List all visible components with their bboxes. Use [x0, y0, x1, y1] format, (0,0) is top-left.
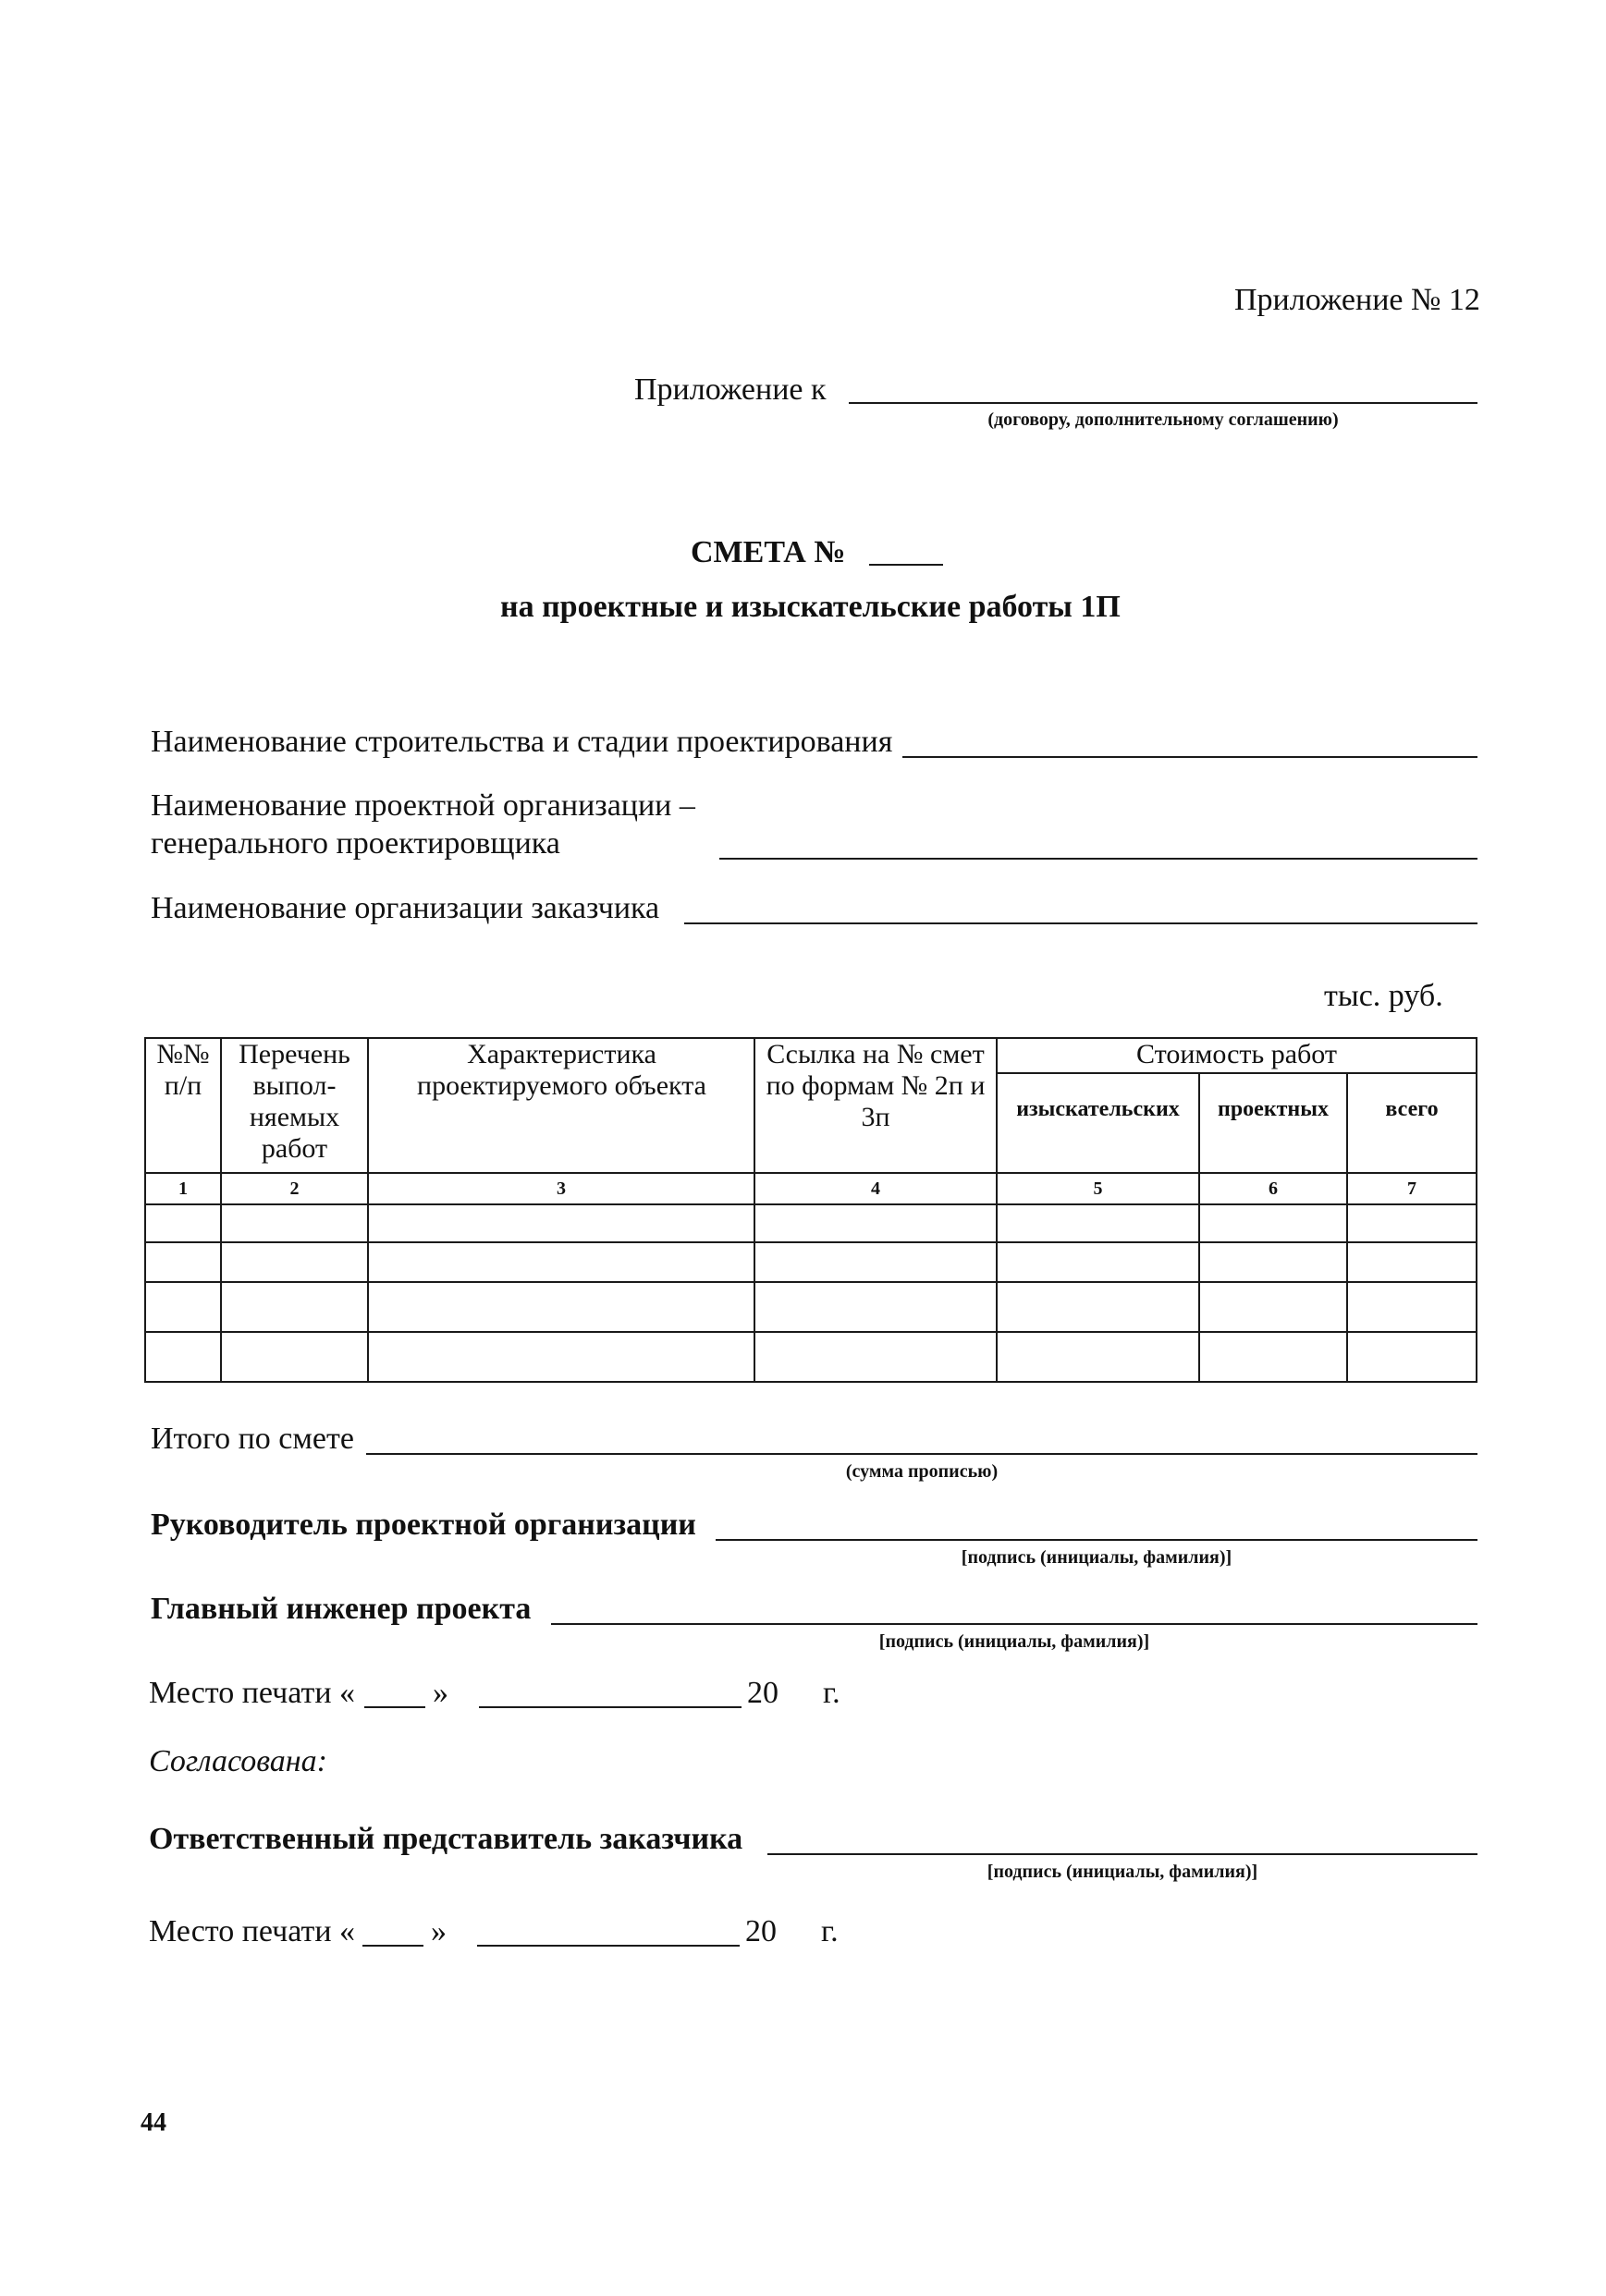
- chief-signature-blank[interactable]: [551, 1623, 1477, 1625]
- customer-rep-signature-blank[interactable]: [767, 1853, 1477, 1855]
- estimate-subtitle: на проектные и изыскательские работы 1П: [500, 590, 1121, 624]
- head-label: Руководитель проектной организации: [151, 1508, 696, 1542]
- stamp1-year: 20: [747, 1676, 778, 1710]
- stamp2-year: 20: [745, 1914, 777, 1948]
- col-object-header: Характеристика проектируемого объекта: [417, 1039, 706, 1101]
- stamp2-g: г.: [821, 1914, 839, 1948]
- col-design-header: проектных: [1217, 1097, 1329, 1121]
- col-survey-header: изыскательских: [1016, 1097, 1180, 1121]
- col-index: 2: [289, 1179, 300, 1199]
- col-number-header: №№ п/п: [156, 1039, 210, 1101]
- col-index: 5: [1093, 1179, 1103, 1199]
- agreed-label: Согласована:: [149, 1744, 327, 1778]
- col-index: 4: [871, 1179, 880, 1199]
- col-index: 6: [1269, 1179, 1278, 1199]
- stamp1-month-blank[interactable]: [479, 1706, 742, 1708]
- total-label: Итого по смете: [151, 1422, 354, 1456]
- appendix-number: Приложение № 12: [1234, 283, 1480, 317]
- chief-label: Главный инженер проекта: [151, 1592, 532, 1626]
- customer-org-label: Наименование организации заказчика: [151, 891, 660, 925]
- page-number: 44: [141, 2108, 166, 2137]
- col-total-header: всего: [1385, 1097, 1439, 1121]
- stamp2-day-blank[interactable]: [362, 1945, 423, 1947]
- construction-name-label: Наименование строительства и стадии проектирования: [151, 725, 893, 759]
- units-label: тыс. руб.: [1324, 979, 1443, 1013]
- col-reference-header: Ссылка на № смет по формам № 2п и 3п: [766, 1039, 986, 1132]
- total-blank[interactable]: [366, 1453, 1477, 1455]
- total-caption: (сумма прописью): [845, 1461, 999, 1482]
- design-org-label-line1: Наименование проектной организации –: [151, 788, 695, 823]
- estimate-title: СМЕТА №: [691, 535, 846, 569]
- stamp1-g: г.: [823, 1676, 840, 1710]
- stamp2-label: Место печати «: [149, 1914, 356, 1948]
- stamp1-day-blank[interactable]: [364, 1706, 425, 1708]
- col-index: 7: [1407, 1179, 1416, 1199]
- table-row[interactable]: [146, 1283, 1476, 1331]
- col-index: 1: [178, 1179, 188, 1199]
- table-row[interactable]: [146, 1333, 1476, 1381]
- appendix-to-caption: (договору, дополнительному соглашению): [987, 409, 1339, 430]
- table-row[interactable]: [146, 1205, 1476, 1241]
- col-works-header: Перечень выпол- няемых работ: [239, 1039, 350, 1164]
- table-row[interactable]: [146, 1243, 1476, 1281]
- cost-group-header: Стоимость работ: [1135, 1039, 1338, 1069]
- col-index: 3: [557, 1179, 566, 1199]
- stamp1-label: Место печати «: [149, 1676, 356, 1710]
- stamp2-month-blank[interactable]: [477, 1945, 740, 1947]
- customer-rep-caption: [подпись (инициалы, фамилия)]: [987, 1862, 1258, 1882]
- head-caption: [подпись (инициалы, фамилия)]: [961, 1547, 1232, 1568]
- stamp1-close: »: [433, 1676, 448, 1710]
- appendix-to-label: Приложение к: [634, 372, 827, 407]
- customer-rep-label: Ответственный представитель заказчика: [149, 1822, 743, 1856]
- design-org-label-line2: генерального проектировщика: [151, 826, 560, 861]
- stamp2-close: »: [431, 1914, 447, 1948]
- chief-caption: [подпись (инициалы, фамилия)]: [878, 1631, 1150, 1652]
- head-signature-blank[interactable]: [716, 1539, 1477, 1541]
